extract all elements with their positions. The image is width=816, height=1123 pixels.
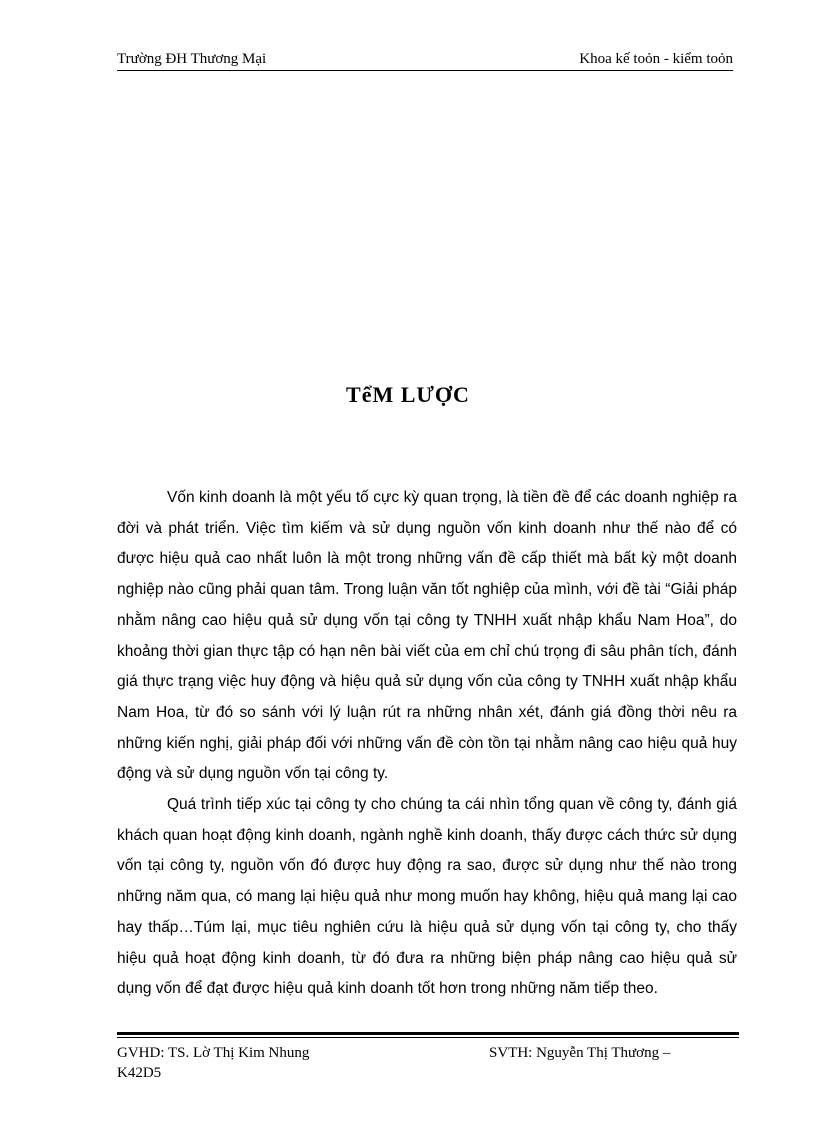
- paragraph-1: Vốn kinh doanh là một yếu tố cực kỳ quan trọng, là tiền đề để các doanh nghiệp ra đời và phát triển. Việc tìm kiếm và sử dụng nguồn vốn kinh doanh như thế nào để có được hiệu quả cao nhất luôn là một trong những vấn đề cấp thiết mà bất kỳ một doanh nghiệp nào cũng phải quan tâm. Trong luận văn tốt nghiệp của mình, với đề tài “Giải pháp nhằm nâng cao hiệu quả sử dụng vốn tại công ty TNHH xuất nhập khẩu Nam Hoa”, do khoảng thời gian thực tập có hạn nên bài viết của em chỉ chú trọng đi sâu phân tích, đánh giá thực trạng việc huy động và hiệu quả sử dụng vốn của công ty TNHH xuất nhập khẩu Nam Hoa, từ đó so sánh với lý luận rút ra những nhân xét, đánh giá đồng thời nêu ra những kiến nghị, giải pháp đối với những vấn đề còn tồn tại nhằm nâng cao hiệu quả huy động và sử dụng nguồn vốn tại công ty.: [117, 489, 737, 783]
- paragraph-2: Quá trình tiếp xúc tại công ty cho chúng ta cái nhìn tổng quan về công ty, đánh giá khách quan hoạt động kinh doanh, ngành nghề kinh doanh, thấy được cách thức sử dụng vốn tại công ty, nguồn vốn đó được huy động ra sao, được sử dụng như thế nào trong những năm qua, có mang lại hiệu quả như mong muốn hay không, hiệu quả mang lại cao hay thấp…Túm lại, mục tiêu nghiên cứu là hiệu quả sử dụng vốn tại công ty, cho thấy hiệu quả hoạt động kinh doanh, từ đó đưa ra những biện pháp nâng cao hiệu quả sử dụng vốn để đạt được hiệu quả kinh doanh tốt hơn trong những năm tiếp theo.: [117, 796, 737, 998]
- footer-divider-thin: [117, 1037, 739, 1038]
- page-header: [117, 48, 733, 72]
- header-university: Trường ĐH Thương Mại: [117, 51, 267, 67]
- page-title: TểM LƯỢC: [346, 382, 470, 407]
- footer-student: SVTH: Nguyễn Thị Thương –: [489, 1045, 671, 1061]
- footer-divider-thick: [117, 1032, 739, 1035]
- header-faculty: Khoa kế toỏn - kiểm toỏn: [579, 51, 733, 67]
- footer-advisor: GVHD: TS. Lờ Thị Kim Nhung: [117, 1045, 310, 1061]
- footer-class-code: K42D5: [117, 1065, 162, 1081]
- header-divider: [117, 70, 733, 71]
- summary-body: [117, 483, 737, 1005]
